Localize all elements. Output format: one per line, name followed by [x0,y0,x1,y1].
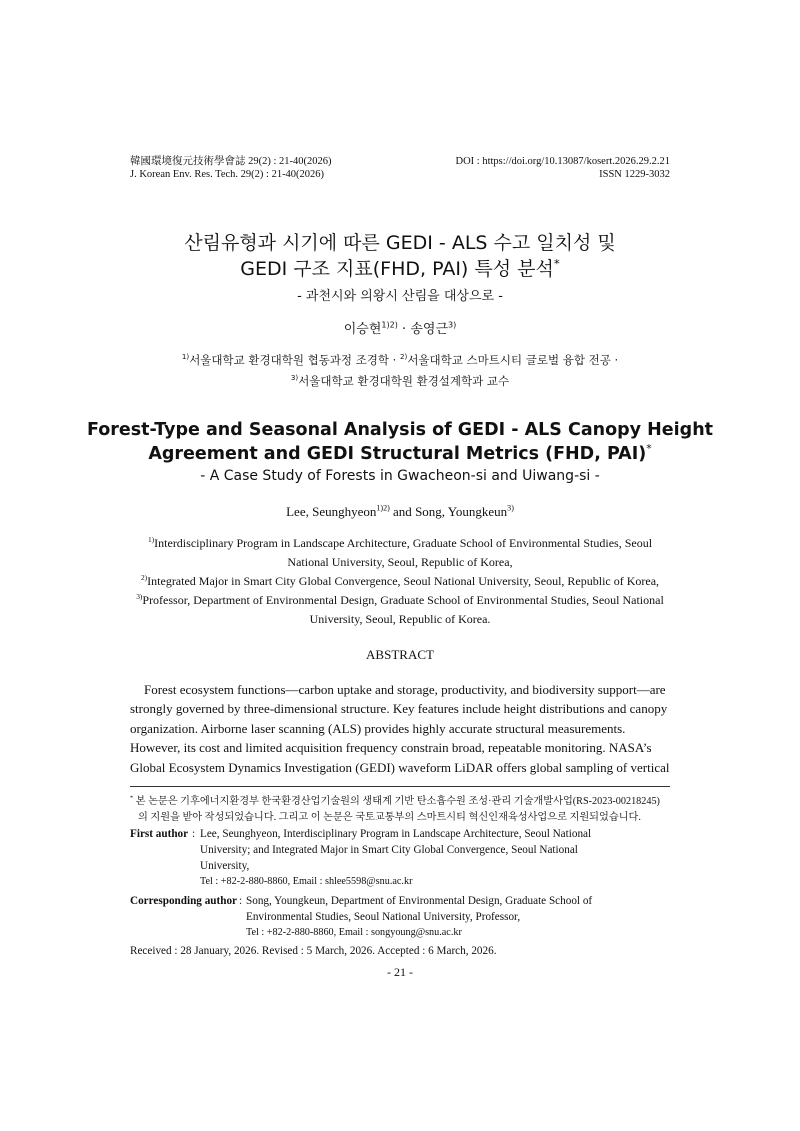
korean-title-line1: 산림유형과 시기에 따른 GEDI - ALS 수고 일치성 및 [184,232,616,254]
abstract-line: However, its cost and limited acquisition frequency constrain broad, repeatable monitoring. NASA’s [130,740,652,756]
korean-affiliation-line1: $^{1)}$서울대학교 환경대학원 협동과정 조경학 · $^{2)}$서울대학교 스마트시티 글로벌 융합 전공 · [181,352,619,367]
abstract-body [130,680,670,777]
abstract-line: strongly governed by three-dimensional structure. Key features include height distributions and canopy [130,701,668,717]
english-affiliation-3: $^{3)}$Professor, Department of Environmental Design, Graduate School of Environmental Studies, Seoul National University, Seoul, Republic of Korea. [136,592,664,626]
english-title-line1: Forest-Type and Seasonal Analysis of GEDI - ALS Canopy Height [86,420,714,440]
english-affiliation-2: $^{2)}$Integrated Major in Smart City Global Convergence, Seoul National University, Seoul, Republic of Korea, [140,573,660,588]
english-subtitle: - A Case Study of Forests in Gwacheon-si and Uiwang-si - [200,468,600,484]
first-author-label: First author [130,828,189,840]
korean-authors: 이승현$^{1)2)}$ · 송영근$^{3)}$ [343,320,457,337]
received-revised-accepted-dates: Received : 28 January, 2026. Revised : 5 March, 2026. Accepted : 6 March, 2026. [130,945,497,957]
english-authors: Lee, Seunghyeon$^{1)2)}$ and Song, Youngkeun$^{3)}$ [286,503,514,519]
corresponding-author-details: Song, Youngkeun, Department of Environmental Design, Graduate School of Environmental Studies, Seoul National University, Professor, Tel : +82-2-880-8860, Email : songyoung@snu.ac.kr [246,895,593,938]
english-affiliation-1: $^{1)}$Interdisciplinary Program in Landscape Architecture, Graduate School of Environmental Studies, Seoul National University, Seoul, Republic of Korea, [147,535,653,569]
funding-footnote: * 본 논문은 기후에너지환경부 한국환경산업기술원의 생태계 기반 탄소흡수원 조성·관리 기술개발사업(RS-2023-00218245) 의 지원을 받아 작성되었습니다. 그리고 이 논문은 국토교통부의 스마트시티 혁신인재육성사업으로 지원되었습니다. [130,794,660,823]
footnote-divider [130,786,670,787]
abstract-line: Forest ecosystem functions—carbon uptake and storage, productivity, and biodiversity support—are [144,682,666,697]
abstract-line: organization. Airborne laser scanning (ALS) provides highly accurate structural measurements. [130,720,626,736]
abstract-line: Global Ecosystem Dynamics Investigation (GEDI) waveform LiDAR offers global sampling of vertical [130,759,670,775]
english-title-line2: Agreement and GEDI Structural Metrics (FHD, PAI)* [148,442,652,464]
korean-affiliation-line2: $^{3)}$서울대학교 환경대학원 환경설계학과 교수 [290,373,510,388]
page-number: - 21 - [387,965,413,979]
corresponding-author-label: Corresponding author [130,895,238,907]
journal-citation-english: J. Korean Env. Res. Tech. 29(2) : 21-40(2026) [130,169,325,180]
journal-citation-korean: 韓國環境復元技術學會誌 29(2) : 21-40(2026) [130,156,332,167]
issn-line: ISSN 1229-3032 [599,169,670,180]
korean-subtitle: - 과천시와 의왕시 산림을 대상으로 - [297,289,503,304]
doi-line: DOI : https://doi.org/10.13087/kosert.2026.29.2.21 [455,156,670,167]
first-author-details: Lee, Seunghyeon, Interdisciplinary Program in Landscape Architecture, Seoul National University; and Integrated Major in Smart City Global Convergence, Seoul National University, Tel : +82-2-880-8860, Email : shlee5598@snu.ac.kr [200,828,592,887]
abstract-heading: ABSTRACT [366,647,434,662]
korean-title-line2: GEDI 구조 지표(FHD, PAI) 특성 분석* [240,256,560,280]
